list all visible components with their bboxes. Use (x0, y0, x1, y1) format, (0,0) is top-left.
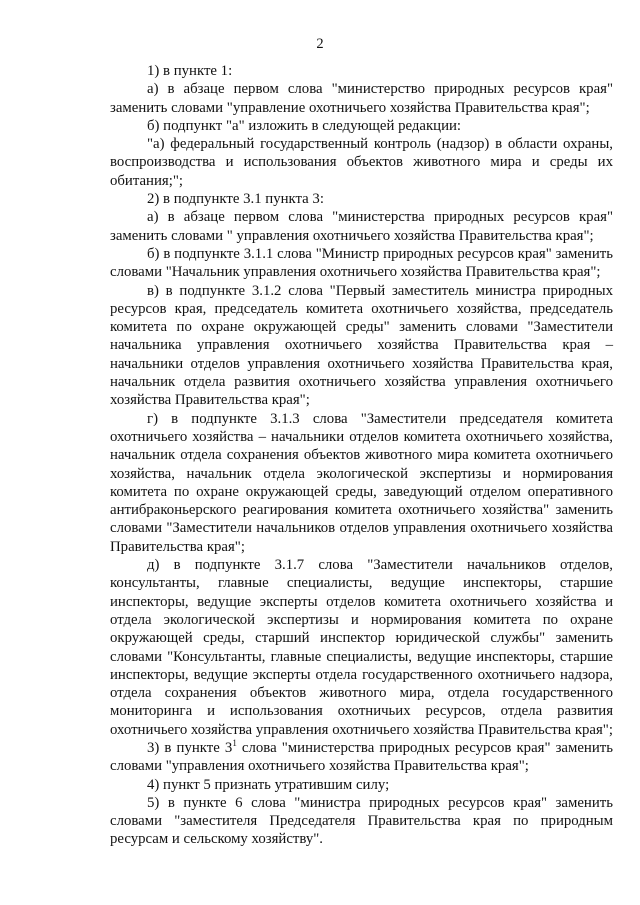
paragraph-2: 2) в подпункте 3.1 пункта 3: (147, 191, 324, 208)
paragraph-2a: а) в абзаце первом слова "министерства природных ресурсов края" заменить словами " управления охотничьего хозяйства Правительства края"; (110, 209, 613, 244)
paragraph-3-superscript: 1 (232, 738, 237, 749)
page-number: 2 (316, 36, 324, 52)
paragraph-2d: д) в подпункте 3.1.7 слова "Заместители начальников отделов, консультанты, главные специалисты, ведущие инспекторы, старшие инспекторы, ведущие эксперты отделов комитета охотничьего хозяйства и отдела экологической экспертизы и нормирования комитета по охране окружающей среды, старший инспектор юридической службы" заменить словами "Консультанты, главные специалисты, ведущие инспекторы, старшие инспекторы, ведущие эксперты отдела государственного охотничьего надзора, отдела сохранения объектов животного мира, отдела государственного мониторинга и использования охотничьих ресурсов, отдела развития охотничьего хозяйства управления охотничьего хозяйства Правительства края"; (110, 557, 613, 738)
paragraph-2v: в) в подпункте 3.1.2 слова "Первый заместитель министра природных ресурсов края, председатель комитета охотничьего хозяйства, председатель комитета по охране окружающей среды" заменить словами "Заместители начальника управления охотничьего хозяйства Правительства края – начальники отделов управления охотничьего хозяйства Правительства края, начальник отдела развития охотничьего хозяйства управления охотничьего хозяйства Правительства края"; (110, 282, 613, 409)
paragraph-3 (110, 739, 613, 776)
paragraph-3-end: слова "министерства природных ресурсов края" заменить словами "управления охотничьего хозяйства Правительства края"; (110, 739, 613, 775)
paragraph-1b: б) подпункт "а" изложить в следующей редакции: (147, 117, 462, 134)
paragraph-1a: а) в абзаце первом слова "министерство природных ресурсов края" заменить словами "управление охотничьего хозяйства Правительства края"; (110, 81, 613, 116)
paragraph-1: 1) в пункте 1: (147, 63, 233, 79)
paragraph-2b: б) в подпункте 3.1.1 слова "Министр природных ресурсов края" заменить словами "Начальник управления охотничьего хозяйства Правительства края"; (110, 245, 613, 281)
paragraph-4: 4) пункт 5 признать утратившим силу; (147, 776, 390, 793)
paragraph-3-start: 3) в пункте 3 (147, 739, 233, 756)
paragraph-5: 5) в пункте 6 слова "министра природных ресурсов края" заменить словами "заместителя Председателя Правительства края по природным ресурсам и сельскому хозяйству". (110, 794, 613, 848)
paragraph-1b-text: "а) федеральный государственный контроль (надзор) в области охраны, воспроизводства и использования объектов животного мира и среды их обитания;"; (110, 136, 613, 189)
paragraph-2g: г) в подпункте 3.1.3 слова "Заместители председателя комитета охотничьего хозяйства – начальники отделов комитета охотничьего хозяйства, начальник отдела сохранения объектов животного мира комитета охотничьего хозяйства, начальник отдела экологической экспертизы и нормирования комитета по охране окружающей среды, заведующий отделом оперативного антибраконьерского реагирования комитета охотничьего хозяйства" заменить словами "Заместители начальников отделов управления охотничьего хозяйства Правительства края"; (110, 410, 613, 555)
document-body (110, 62, 613, 849)
